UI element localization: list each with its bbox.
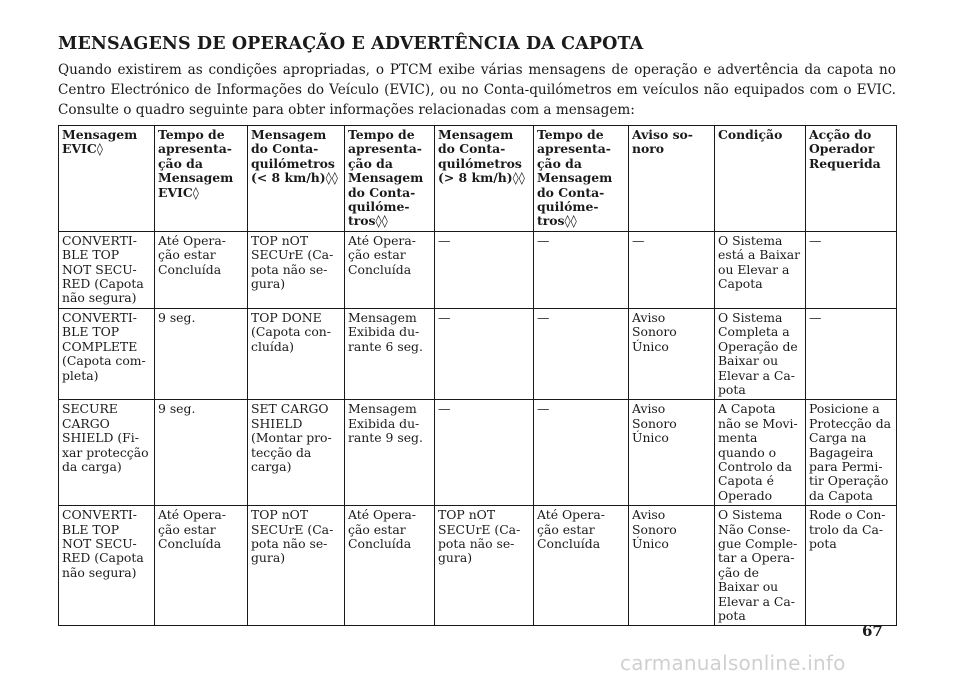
table-cell: —	[435, 231, 534, 308]
table-cell: —	[534, 400, 629, 506]
table-cell: Mensagem Exibida du-rante 9 seg.	[345, 400, 435, 506]
table-cell: Posicione a Protecção da Carga na Bagageira para Permi-tir Operação da Capota	[806, 400, 897, 506]
table-row	[59, 506, 897, 626]
table-cell: A Capota não se Movi-menta quando o Controlo da Capota é Operado	[715, 400, 806, 506]
messages-table	[58, 125, 897, 626]
table-cell: Até Opera-ção estar Concluída	[534, 506, 629, 626]
table-cell: 9 seg.	[155, 400, 248, 506]
table-cell: 9 seg.	[155, 308, 248, 399]
header-odometer-display-time-low-speed: Tempo de apresenta-ção da Mensagem do Conta-quilóme-tros◊◊	[345, 126, 435, 232]
table-cell: TOP DONE (Capota con-cluída)	[248, 308, 345, 399]
table-cell: O Sistema está a Baixar ou Elevar a Capota	[715, 231, 806, 308]
table-cell: TOP nOT SECUrE (Ca-pota não se-gura)	[248, 506, 345, 626]
table-row	[59, 308, 897, 399]
manual-page	[58, 34, 896, 626]
table-cell: Aviso Sonoro Único	[629, 506, 715, 626]
table-cell: Até Opera-ção estar Concluída	[345, 231, 435, 308]
table-cell: —	[435, 400, 534, 506]
table-cell: Até Opera-ção estar Concluída	[155, 231, 248, 308]
table-cell: —	[806, 231, 897, 308]
watermark: carmanualsonline.info	[620, 651, 846, 675]
header-evic-display-time: Tempo de apresenta-ção da Mensagem EVIC◊	[155, 126, 248, 232]
header-evic-message: Mensagem EVIC◊	[59, 126, 155, 232]
table-cell: Até Opera-ção estar Concluída	[155, 506, 248, 626]
table-cell: Aviso Sonoro Único	[629, 308, 715, 399]
table-cell: —	[806, 308, 897, 399]
header-odometer-message-high-speed: Mensagem do Conta-quilómetros (> 8 km/h)◊◊	[435, 126, 534, 232]
table-cell: —	[534, 308, 629, 399]
table-cell: TOP nOT SECUrE (Ca-pota não se-gura)	[248, 231, 345, 308]
table-cell: —	[629, 231, 715, 308]
table-row	[59, 400, 897, 506]
table-cell: CONVERTI-BLE TOP COMPLETE (Capota com-pleta)	[59, 308, 155, 399]
intro-paragraph: Quando existirem as condições apropriadas, o PTCM exibe várias mensagens de operação e advertência da capota no Centro Electrónico de Informações do Veículo (EVIC), ou no Conta-quilómetros em veículos não equipados com o EVIC. Consulte o quadro seguinte para obter informações relacionadas com a mensagem:	[58, 62, 896, 118]
table-cell: —	[435, 308, 534, 399]
table-cell: O Sistema Não Conse-gue Comple-tar a Opera-ção de Baixar ou Elevar a Ca-pota	[715, 506, 806, 626]
table-row	[59, 231, 897, 308]
table-cell: CONVERTI-BLE TOP NOT SECU-RED (Capota não segura)	[59, 231, 155, 308]
table-cell: SET CARGO SHIELD (Montar pro-tecção da carga)	[248, 400, 345, 506]
table-cell: Aviso Sonoro Único	[629, 400, 715, 506]
table-cell: SECURE CARGO SHIELD (Fi-xar protecção da carga)	[59, 400, 155, 506]
header-condition: Condição	[715, 126, 806, 232]
table-header-row	[59, 126, 897, 232]
section-title: MENSAGENS DE OPERAÇÃO E ADVERTÊNCIA DA CAPOTA	[58, 34, 644, 54]
table-cell: TOP nOT SECUrE (Ca-pota não se-gura)	[435, 506, 534, 626]
table-cell: Até Opera-ção estar Concluída	[345, 506, 435, 626]
header-operator-action: Acção do Operador Requerida	[806, 126, 897, 232]
header-odometer-display-time-high-speed: Tempo de apresenta-ção da Mensagem do Conta-quilóme-tros◊◊	[534, 126, 629, 232]
table-cell: Mensagem Exibida du-rante 6 seg.	[345, 308, 435, 399]
header-odometer-message-low-speed: Mensagem do Conta-quilómetros (< 8 km/h)◊◊	[248, 126, 345, 232]
table-cell: —	[534, 231, 629, 308]
table-cell: CONVERTI-BLE TOP NOT SECU-RED (Capota não segura)	[59, 506, 155, 626]
page-number: 67	[862, 622, 883, 640]
table-cell: Rode o Con-trolo da Ca-pota	[806, 506, 897, 626]
table-cell: O Sistema Completa a Operação de Baixar ou Elevar a Ca-pota	[715, 308, 806, 399]
header-audible-warning: Aviso so-noro	[629, 126, 715, 232]
